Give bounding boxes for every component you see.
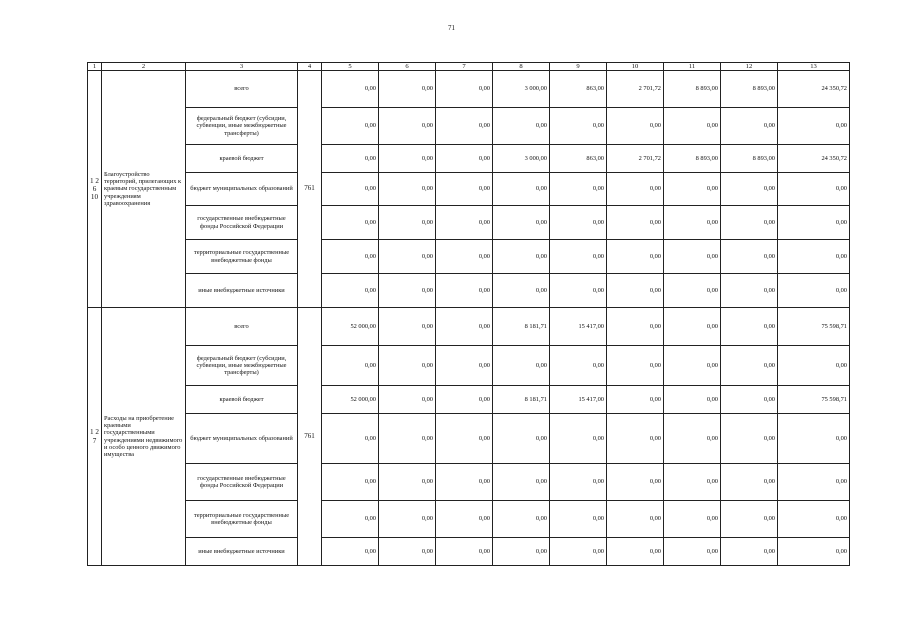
- amount-cell: 2 701,72: [607, 145, 664, 173]
- section-property-acquisition: [88, 308, 850, 566]
- amount-cell: 0,00: [721, 308, 778, 346]
- amount-cell: 0,00: [607, 173, 664, 206]
- table-row: [88, 240, 850, 274]
- amount-cell: 0,00: [550, 414, 607, 464]
- amount-cell: 0,00: [436, 173, 493, 206]
- amount-cell: 0,00: [379, 464, 436, 501]
- amount-cell: 0,00: [322, 206, 379, 240]
- amount-cell: 0,00: [607, 386, 664, 414]
- amount-cell: 8 893,00: [664, 71, 721, 108]
- amount-cell: 0,00: [322, 538, 379, 566]
- amount-cell: 0,00: [778, 414, 850, 464]
- amount-cell: 0,00: [379, 386, 436, 414]
- amount-cell: 15 417,00: [550, 308, 607, 346]
- amount-cell: 0,00: [721, 108, 778, 145]
- table-row: [88, 71, 850, 108]
- amount-cell: 75 598,71: [778, 308, 850, 346]
- amount-cell: 0,00: [721, 538, 778, 566]
- grbs-code: 761: [298, 71, 322, 308]
- amount-cell: 0,00: [550, 108, 607, 145]
- amount-cell: 0,00: [379, 414, 436, 464]
- page-number: 71: [448, 24, 455, 32]
- column-header: 10: [607, 63, 664, 71]
- amount-cell: 8 893,00: [721, 71, 778, 108]
- funding-source: всего: [186, 308, 298, 346]
- amount-cell: 0,00: [664, 206, 721, 240]
- table-row: [88, 108, 850, 145]
- amount-cell: 0,00: [664, 386, 721, 414]
- amount-cell: 8 893,00: [664, 145, 721, 173]
- amount-cell: 0,00: [379, 501, 436, 538]
- amount-cell: 0,00: [664, 538, 721, 566]
- amount-cell: 0,00: [436, 145, 493, 173]
- amount-cell: 0,00: [607, 274, 664, 308]
- amount-cell: 0,00: [778, 274, 850, 308]
- amount-cell: 0,00: [550, 173, 607, 206]
- table-row: [88, 173, 850, 206]
- amount-cell: 0,00: [778, 206, 850, 240]
- row-code: 1 2 7: [88, 308, 102, 566]
- amount-cell: 0,00: [436, 240, 493, 274]
- amount-cell: 0,00: [664, 501, 721, 538]
- funding-source: краевой бюджет: [186, 145, 298, 173]
- amount-cell: 0,00: [379, 308, 436, 346]
- amount-cell: 0,00: [550, 464, 607, 501]
- funding-source: территориальные государственные внебюджетные фонды: [186, 240, 298, 274]
- amount-cell: 75 598,71: [778, 386, 850, 414]
- amount-cell: 52 000,00: [322, 386, 379, 414]
- amount-cell: 0,00: [778, 173, 850, 206]
- amount-cell: 0,00: [607, 308, 664, 346]
- amount-cell: 0,00: [607, 108, 664, 145]
- amount-cell: 863,00: [550, 71, 607, 108]
- amount-cell: 0,00: [379, 108, 436, 145]
- amount-cell: 0,00: [778, 538, 850, 566]
- funding-source: государственные внебюджетные фонды Российской Федерации: [186, 464, 298, 501]
- budget-table: [87, 62, 850, 566]
- amount-cell: 0,00: [436, 414, 493, 464]
- amount-cell: 8 181,71: [493, 308, 550, 346]
- amount-cell: 52 000,00: [322, 308, 379, 346]
- amount-cell: 0,00: [493, 464, 550, 501]
- table-row: [88, 464, 850, 501]
- funding-source: федеральный бюджет (субсидии, субвенции, иные межбюджетные трансферты): [186, 346, 298, 386]
- amount-cell: 0,00: [493, 501, 550, 538]
- amount-cell: 0,00: [607, 346, 664, 386]
- amount-cell: 0,00: [379, 145, 436, 173]
- amount-cell: 0,00: [664, 108, 721, 145]
- amount-cell: 0,00: [493, 274, 550, 308]
- amount-cell: 0,00: [436, 206, 493, 240]
- amount-cell: 0,00: [493, 108, 550, 145]
- funding-source: всего: [186, 71, 298, 108]
- table-row: [88, 538, 850, 566]
- amount-cell: 0,00: [664, 414, 721, 464]
- table-row: [88, 206, 850, 240]
- amount-cell: 0,00: [607, 414, 664, 464]
- amount-cell: 0,00: [493, 206, 550, 240]
- table-row: [88, 274, 850, 308]
- amount-cell: 0,00: [493, 173, 550, 206]
- funding-source: иные внебюджетные источники: [186, 538, 298, 566]
- amount-cell: 0,00: [322, 173, 379, 206]
- column-header: 3: [186, 63, 298, 71]
- amount-cell: 0,00: [550, 538, 607, 566]
- amount-cell: 0,00: [322, 240, 379, 274]
- amount-cell: 0,00: [493, 240, 550, 274]
- table-row: [88, 414, 850, 464]
- amount-cell: 0,00: [721, 240, 778, 274]
- funding-source: иные внебюджетные источники: [186, 274, 298, 308]
- funding-source: бюджет муниципальных образований: [186, 414, 298, 464]
- amount-cell: 0,00: [436, 346, 493, 386]
- amount-cell: 0,00: [379, 240, 436, 274]
- amount-cell: 8 893,00: [721, 145, 778, 173]
- program-name: Благоустройство территорий, прилегающих к краевым государственным учреждениям здравоохранения: [102, 71, 186, 308]
- program-name: Расходы на приобретение краевыми государственными учреждениями недвижимого и особо ценного движимого имущества: [102, 308, 186, 566]
- amount-cell: 0,00: [550, 274, 607, 308]
- amount-cell: 0,00: [322, 108, 379, 145]
- amount-cell: 0,00: [721, 464, 778, 501]
- table-row: [88, 501, 850, 538]
- amount-cell: 0,00: [778, 501, 850, 538]
- amount-cell: 0,00: [664, 308, 721, 346]
- amount-cell: 0,00: [379, 274, 436, 308]
- amount-cell: 15 417,00: [550, 386, 607, 414]
- column-header: 7: [436, 63, 493, 71]
- amount-cell: 0,00: [436, 386, 493, 414]
- column-header: 2: [102, 63, 186, 71]
- amount-cell: 0,00: [664, 240, 721, 274]
- section-landscaping: [88, 71, 850, 308]
- amount-cell: 863,00: [550, 145, 607, 173]
- amount-cell: 0,00: [322, 414, 379, 464]
- amount-cell: 0,00: [550, 206, 607, 240]
- table-row: [88, 145, 850, 173]
- column-header: 1: [88, 63, 102, 71]
- amount-cell: 0,00: [436, 501, 493, 538]
- row-code: 1 2 6 10: [88, 71, 102, 308]
- column-number-row: [88, 63, 850, 71]
- column-header: 4: [298, 63, 322, 71]
- amount-cell: 0,00: [778, 346, 850, 386]
- column-header: 12: [721, 63, 778, 71]
- amount-cell: 0,00: [493, 346, 550, 386]
- amount-cell: 0,00: [607, 538, 664, 566]
- amount-cell: 0,00: [721, 501, 778, 538]
- amount-cell: 0,00: [322, 145, 379, 173]
- column-header: 6: [379, 63, 436, 71]
- funding-source: федеральный бюджет (субсидии, субвенции, иные межбюджетные трансферты): [186, 108, 298, 145]
- amount-cell: 0,00: [607, 240, 664, 274]
- column-header: 11: [664, 63, 721, 71]
- grbs-code: 761: [298, 308, 322, 566]
- funding-source: бюджет муниципальных образований: [186, 173, 298, 206]
- amount-cell: 0,00: [436, 308, 493, 346]
- table-row: [88, 386, 850, 414]
- amount-cell: 0,00: [721, 206, 778, 240]
- amount-cell: 2 701,72: [607, 71, 664, 108]
- amount-cell: 0,00: [721, 386, 778, 414]
- amount-cell: 0,00: [493, 538, 550, 566]
- amount-cell: 0,00: [607, 501, 664, 538]
- amount-cell: 0,00: [550, 346, 607, 386]
- amount-cell: 0,00: [607, 206, 664, 240]
- amount-cell: 0,00: [379, 173, 436, 206]
- amount-cell: 0,00: [379, 538, 436, 566]
- amount-cell: 0,00: [721, 414, 778, 464]
- funding-source: государственные внебюджетные фонды Российской Федерации: [186, 206, 298, 240]
- amount-cell: 0,00: [550, 240, 607, 274]
- column-header: 9: [550, 63, 607, 71]
- amount-cell: 0,00: [322, 464, 379, 501]
- amount-cell: 0,00: [664, 173, 721, 206]
- amount-cell: 0,00: [721, 173, 778, 206]
- funding-source: краевой бюджет: [186, 386, 298, 414]
- amount-cell: 0,00: [322, 346, 379, 386]
- amount-cell: 0,00: [664, 464, 721, 501]
- amount-cell: 0,00: [436, 274, 493, 308]
- amount-cell: 3 000,00: [493, 71, 550, 108]
- amount-cell: 0,00: [550, 501, 607, 538]
- amount-cell: 0,00: [721, 274, 778, 308]
- table-row: [88, 346, 850, 386]
- table-row: [88, 308, 850, 346]
- amount-cell: 0,00: [664, 346, 721, 386]
- amount-cell: 0,00: [322, 501, 379, 538]
- amount-cell: 0,00: [436, 108, 493, 145]
- amount-cell: 0,00: [436, 71, 493, 108]
- amount-cell: 24 350,72: [778, 145, 850, 173]
- amount-cell: 24 350,72: [778, 71, 850, 108]
- amount-cell: 0,00: [778, 108, 850, 145]
- amount-cell: 3 000,00: [493, 145, 550, 173]
- column-header: 8: [493, 63, 550, 71]
- amount-cell: 0,00: [721, 346, 778, 386]
- amount-cell: 0,00: [322, 274, 379, 308]
- amount-cell: 0,00: [379, 71, 436, 108]
- amount-cell: 0,00: [379, 206, 436, 240]
- amount-cell: 8 181,71: [493, 386, 550, 414]
- amount-cell: 0,00: [379, 346, 436, 386]
- amount-cell: 0,00: [493, 414, 550, 464]
- amount-cell: 0,00: [664, 274, 721, 308]
- funding-source: территориальные государственные внебюджетные фонды: [186, 501, 298, 538]
- amount-cell: 0,00: [607, 464, 664, 501]
- column-header: 13: [778, 63, 850, 71]
- amount-cell: 0,00: [322, 71, 379, 108]
- amount-cell: 0,00: [778, 240, 850, 274]
- column-header: 5: [322, 63, 379, 71]
- amount-cell: 0,00: [436, 538, 493, 566]
- amount-cell: 0,00: [778, 464, 850, 501]
- amount-cell: 0,00: [436, 464, 493, 501]
